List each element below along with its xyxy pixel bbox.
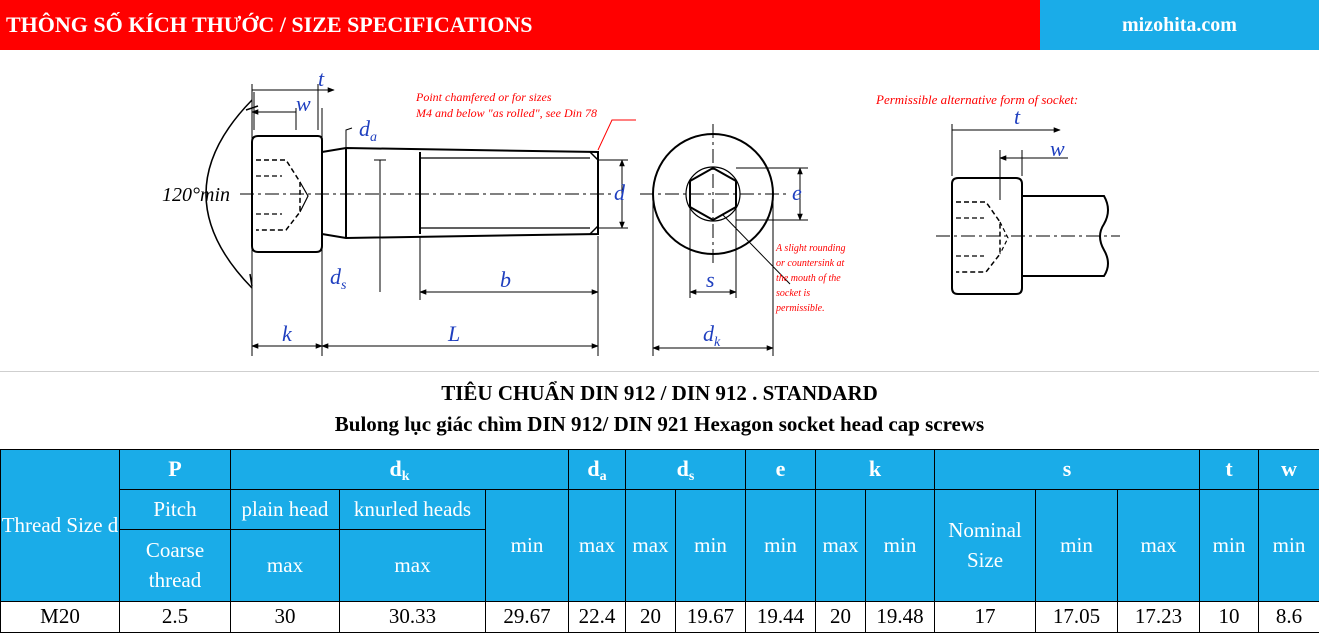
- drawing-svg: [0, 50, 1319, 372]
- ds-max-header: max: [626, 490, 676, 602]
- e-header: e: [746, 450, 816, 490]
- technical-drawing: [0, 50, 1319, 372]
- k-max-header: max: [816, 490, 866, 602]
- p-header: P: [120, 450, 231, 490]
- cell-da-max: 22.4: [569, 602, 626, 633]
- w-min-header: min: [1259, 490, 1319, 602]
- dk-header: $d_k$: [231, 450, 569, 490]
- da-label: $d_a$: [359, 116, 377, 145]
- cell-s-nominal: 17: [935, 602, 1036, 633]
- e-min-header: min: [746, 490, 816, 602]
- dk-knurled-max-header: max: [340, 530, 486, 602]
- cell-e-min: 19.44: [746, 602, 816, 633]
- s-min-header: min: [1036, 490, 1118, 602]
- coarse-thread-header: Coarse thread: [120, 530, 231, 602]
- screw-side-view: [206, 84, 636, 356]
- w-label: w: [296, 91, 311, 116]
- s-max-header: max: [1118, 490, 1200, 602]
- standard-heading: [0, 378, 1319, 439]
- ds-label: $d_s$: [330, 264, 347, 293]
- svg-text:A slight rounding: A slight rounding: [776, 243, 846, 254]
- cell-size: M20: [1, 602, 120, 633]
- cell-dk-plain-max: 30: [231, 602, 340, 633]
- t-header: t: [1200, 450, 1259, 490]
- t-min-header: min: [1200, 490, 1259, 602]
- cell-ds-max: 20: [626, 602, 676, 633]
- svg-text:Point chamfered or for sizes: Point chamfered or for sizes: [416, 90, 552, 104]
- pitch-header: Pitch: [120, 490, 231, 530]
- ds-header: $d_s$: [626, 450, 746, 490]
- standard-title: TIÊU CHUẨN DIN 912 / DIN 912 . STANDARD: [441, 381, 878, 405]
- svg-text:permissible.: permissible.: [776, 303, 825, 314]
- e-label: e: [792, 180, 802, 205]
- standard-subtitle: Bulong lục giác chìm DIN 912/ DIN 921 Hexagon socket head cap screws: [334, 412, 985, 436]
- cell-w-min: 8.6: [1259, 602, 1319, 633]
- cell-dk-knurled-max: 30.33: [340, 602, 486, 633]
- spec-table: [0, 449, 1319, 633]
- k-min-header: min: [866, 490, 935, 602]
- d-label: d: [614, 180, 625, 205]
- plain-head-header: plain head: [231, 490, 340, 530]
- L-label: L: [448, 321, 461, 346]
- da-max-header: max: [569, 490, 626, 602]
- da-header: $d_a$: [569, 450, 626, 490]
- s-header: s: [935, 450, 1200, 490]
- k-label: k: [282, 321, 292, 346]
- alt-socket-note: Permissible alternative form of socket:: [876, 92, 1079, 107]
- cell-s-max: 17.23: [1118, 602, 1200, 633]
- ds-min-header: min: [676, 490, 746, 602]
- dk-label: $d_k$: [703, 321, 721, 350]
- b-label: b: [500, 267, 511, 292]
- dk-min-header: min: [486, 490, 569, 602]
- s-label: s: [706, 267, 715, 292]
- alt-w-label: w: [1050, 136, 1065, 161]
- knurled-heads-header: knurled heads: [340, 490, 486, 530]
- svg-text:M4 and below "as rolled", see: M4 and below "as rolled", see Din 78: [416, 106, 597, 120]
- alt-t-label: t: [1014, 104, 1021, 129]
- svg-text:socket is: socket is: [776, 288, 811, 299]
- table-row: [1, 602, 1319, 633]
- t-label: t: [318, 66, 325, 91]
- alt-socket-view: [936, 124, 1120, 294]
- k-header: k: [816, 450, 935, 490]
- thread-size-header: Thread Size d: [1, 450, 120, 602]
- angle-label: 120°min: [162, 184, 230, 206]
- cell-ds-min: 19.67: [676, 602, 746, 633]
- top-banner: [0, 0, 1319, 50]
- cell-t-min: 10: [1200, 602, 1259, 633]
- cell-dk-min: 29.67: [486, 602, 569, 633]
- w-header: w: [1259, 450, 1319, 490]
- chamfer-note: [415, 90, 597, 120]
- s-nominal-header: Nominal Size: [935, 490, 1036, 602]
- cell-pitch: 2.5: [120, 602, 231, 633]
- cell-k-max: 20: [816, 602, 866, 633]
- page-title: THÔNG SỐ KÍCH THƯỚC / SIZE SPECIFICATIONS: [0, 0, 1040, 50]
- site-name: mizohita.com: [1040, 0, 1319, 50]
- cell-s-min: 17.05: [1036, 602, 1118, 633]
- dk-plain-max-header: max: [231, 530, 340, 602]
- cell-k-min: 19.48: [866, 602, 935, 633]
- svg-text:the mouth of the: the mouth of the: [776, 273, 841, 284]
- svg-text:or countersink at: or countersink at: [776, 258, 845, 269]
- rounding-note: [775, 243, 845, 314]
